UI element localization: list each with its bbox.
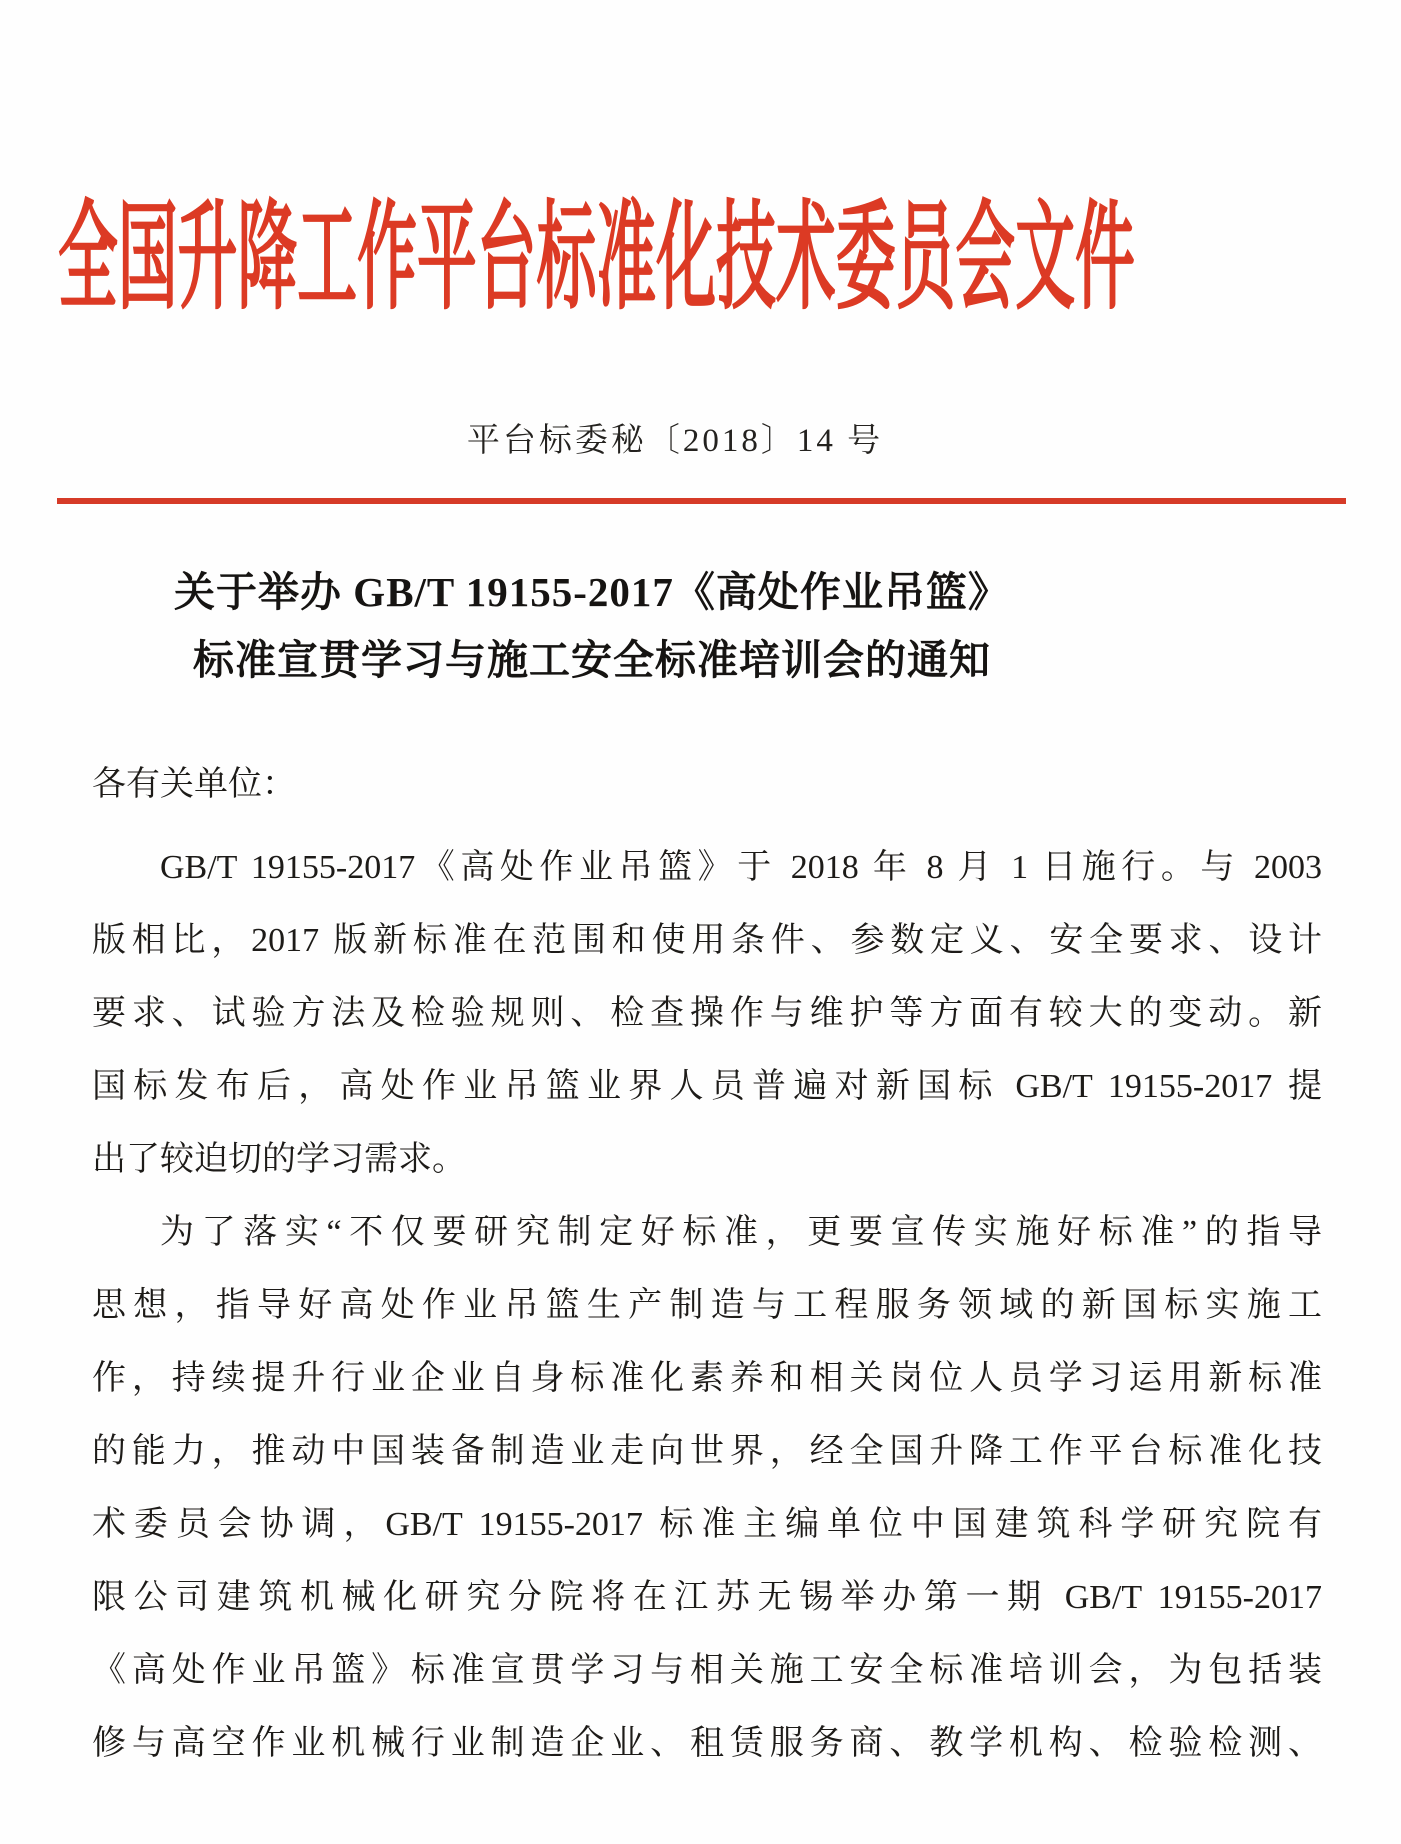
salutation: 各有关单位： (92, 766, 296, 803)
body-line: 版相比，2017 版新标准在范围和使用条件、参数定义、安全要求、设计 (92, 922, 1322, 959)
document-title-line2: 标准宣贯学习与施工安全标准培训会的通知 (193, 637, 991, 683)
body-paragraphs (92, 831, 1322, 1780)
body-line: 《高处作业吊篮》标准宣贯学习与相关施工安全标准培训会，为包括装 (92, 1652, 1322, 1689)
body-line: 思想，指导好高处作业吊篮生产制造与工程服务领域的新国标实施工 (92, 1287, 1322, 1324)
body-line: 要求、试验方法及检验规则、检查操作与维护等方面有较大的变动。新 (92, 995, 1322, 1032)
body-line: 为了落实“不仅要研究制定好标准，更要宣传实施好标准”的指导 (160, 1214, 1322, 1251)
body-line: GB/T 19155-2017《高处作业吊篮》于 2018 年 8 月 1 日施行。与 2003 (160, 849, 1322, 886)
body-line: 国标发布后，高处作业吊篮业界人员普遍对新国标 GB/T 19155-2017 提 (92, 1068, 1322, 1105)
body-line: 出了较迫切的学习需求。 (92, 1141, 466, 1178)
document-title (0, 558, 1184, 694)
document-number: 平台标委秘〔2018〕14 号 (466, 423, 884, 459)
red-header-title: 全国升降工作平台标准化技术委员会文件 (58, 193, 1135, 324)
body-line: 的能力，推动中国装备制造业走向世界，经全国升降工作平台标准化技 (92, 1433, 1322, 1470)
body-line: 修与高空作业机械行业制造企业、租赁服务商、教学机构、检验检测、 (92, 1725, 1322, 1762)
document-title-line1: 关于举办 GB/T 19155-2017《高处作业吊篮》 (174, 569, 1010, 615)
body-line: 限公司建筑机械化研究分院将在江苏无锡举办第一期 GB/T 19155-2017 (92, 1579, 1322, 1616)
body-line: 术委员会协调，GB/T 19155-2017 标准主编单位中国建筑科学研究院有 (92, 1506, 1322, 1543)
document-body (92, 748, 1322, 1780)
body-line: 作，持续提升行业企业自身标准化素养和相关岗位人员学习运用新标准 (92, 1360, 1322, 1397)
red-divider-line (57, 498, 1346, 504)
